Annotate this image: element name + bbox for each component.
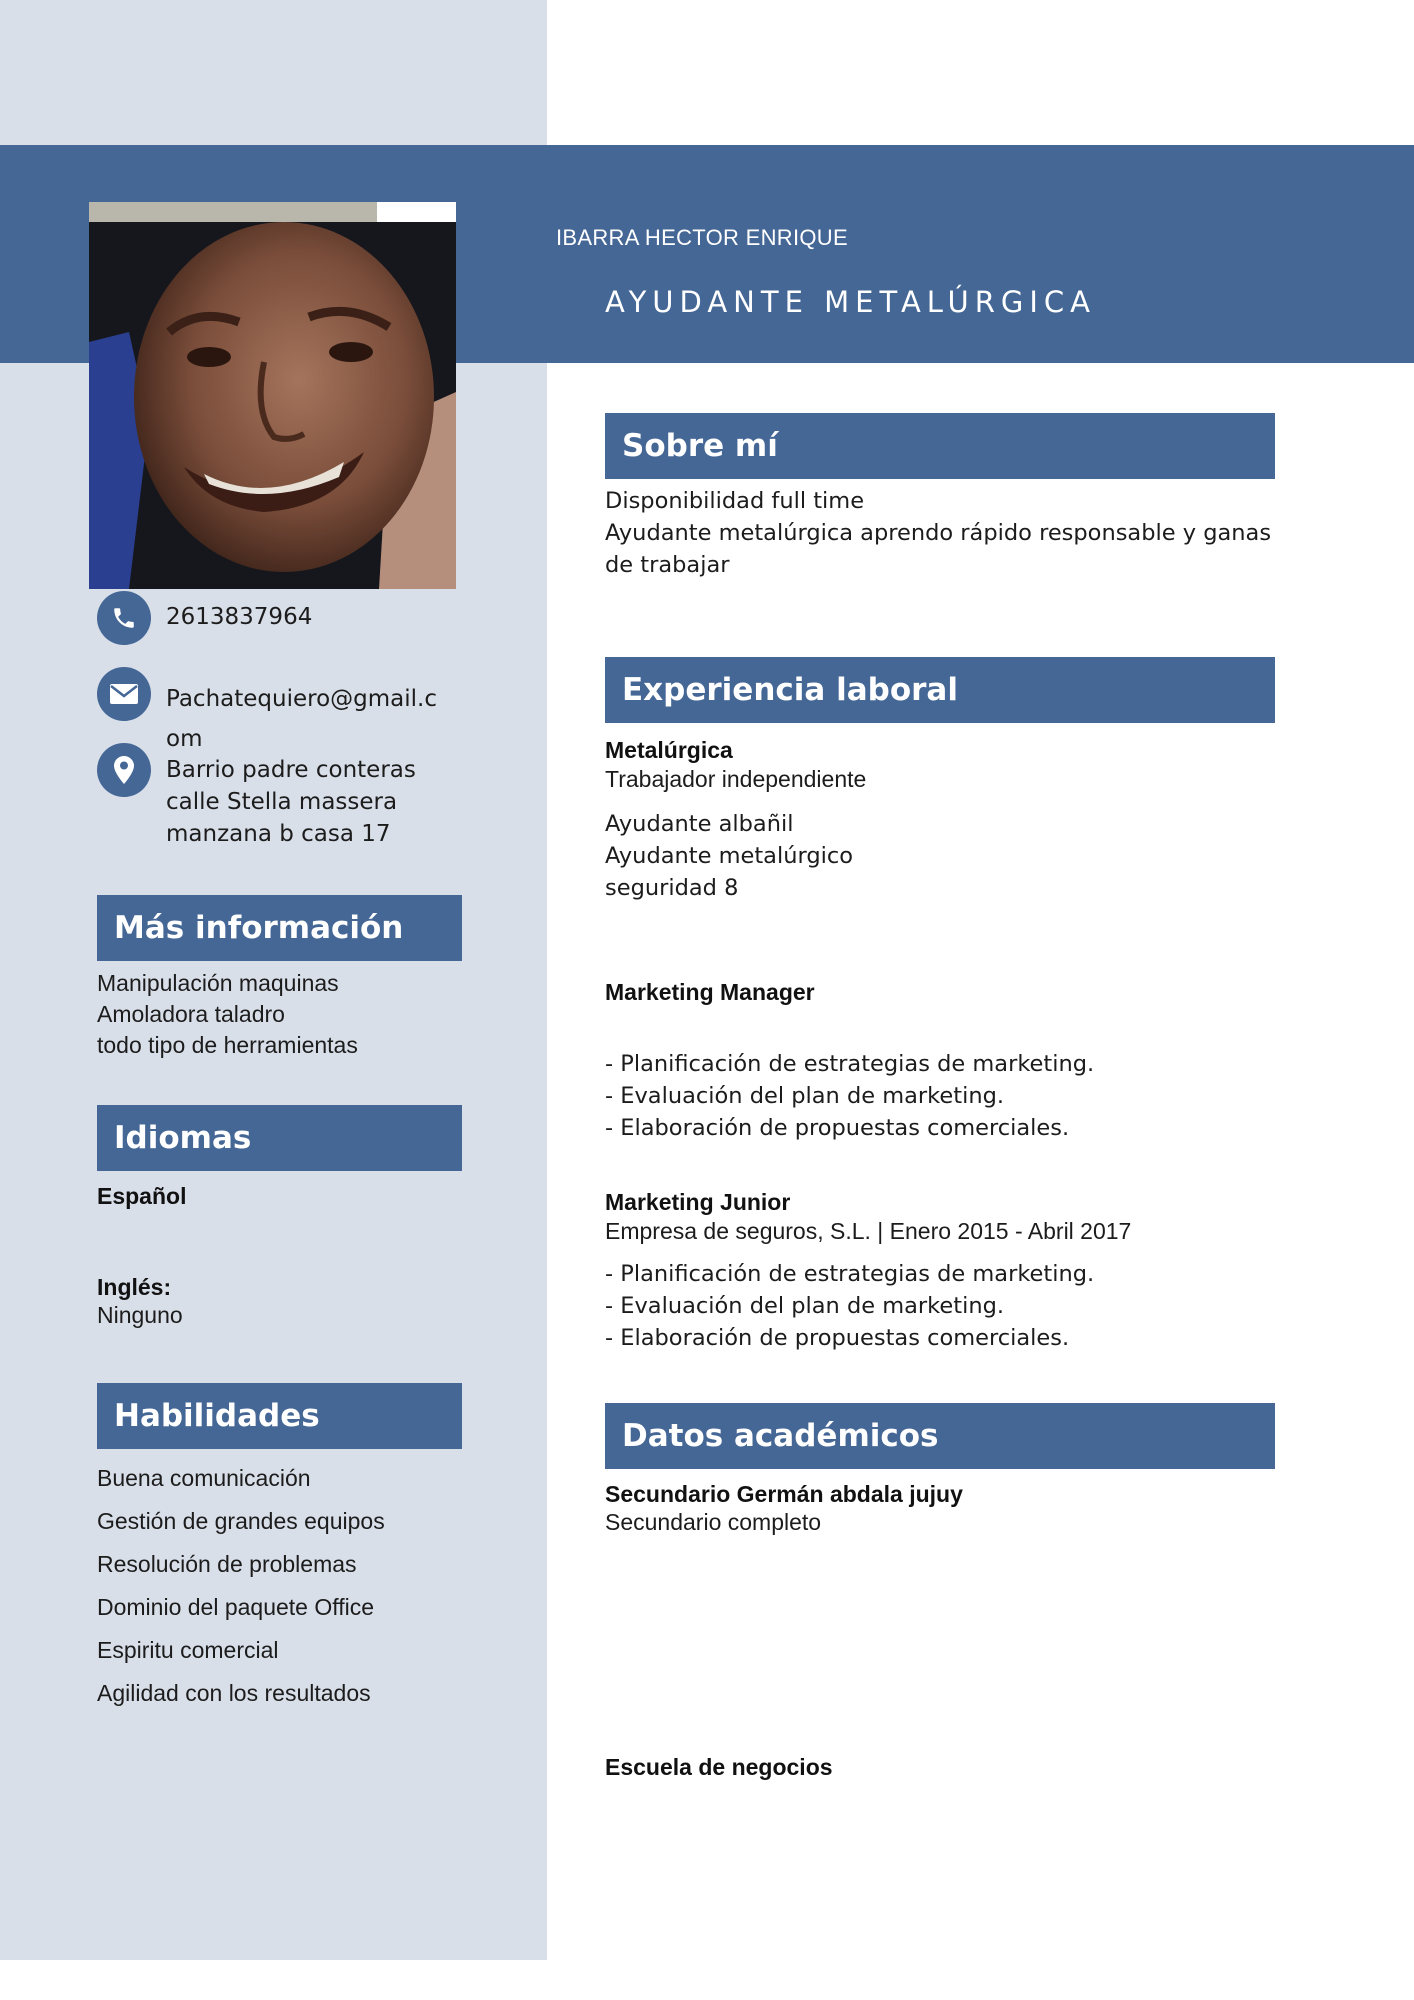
language-name: Inglés: — [97, 1274, 172, 1300]
email-line: Pachatequiero@gmail.c — [166, 686, 437, 712]
section-heading-idiomas: Idiomas — [97, 1105, 462, 1171]
job-description — [605, 1258, 1094, 1354]
mas-informacion-text — [97, 968, 358, 1061]
location-pin-icon — [113, 755, 135, 785]
about-line: Disponibilidad full time — [605, 488, 865, 514]
job-line: seguridad 8 — [605, 875, 739, 901]
job-line: - Planificación de estrategias de marketing. — [605, 1261, 1095, 1287]
job-title: Metalúrgica — [605, 737, 733, 763]
job-line: - Evaluación del plan de marketing. — [605, 1293, 1005, 1319]
skill-item: Buena comunicación — [97, 1465, 311, 1491]
job-subtitle: Trabajador independiente — [605, 766, 867, 792]
skills-list — [97, 1462, 385, 1720]
section-heading-sobre-mi: Sobre mí — [605, 413, 1275, 479]
phone-number: 2613837964 — [166, 604, 313, 630]
email-address — [166, 679, 437, 759]
language-name: Español — [97, 1183, 187, 1209]
profile-photo — [89, 202, 456, 589]
skill-item: Agilidad con los resultados — [97, 1680, 371, 1706]
phone-icon-badge — [97, 591, 151, 645]
address-line: manzana b casa 17 — [166, 821, 391, 847]
school-subtitle: Secundario completo — [605, 1509, 822, 1535]
skill-item: Dominio del paquete Office — [97, 1594, 375, 1620]
skill-item: Gestión de grandes equipos — [97, 1508, 385, 1534]
address-line: Barrio padre conteras — [166, 757, 416, 783]
sobre-mi-text — [605, 485, 1271, 581]
mail-icon-badge — [97, 667, 151, 721]
section-heading-habilidades: Habilidades — [97, 1383, 462, 1449]
section-heading-mas-informacion: Más información — [97, 895, 462, 961]
job-title: Marketing Manager — [605, 979, 815, 1005]
info-line: Amoladora taladro — [97, 1001, 285, 1027]
job-title: Marketing Junior — [605, 1189, 791, 1215]
section-heading-experiencia: Experiencia laboral — [605, 657, 1275, 723]
phone-icon — [111, 605, 137, 631]
job-line: - Elaboración de propuestas comerciales. — [605, 1325, 1070, 1351]
portrait-illustration — [89, 222, 456, 589]
job-line: Ayudante albañil — [605, 811, 794, 837]
job-description — [605, 1048, 1094, 1144]
language-level: Ninguno — [97, 1302, 183, 1328]
school-title: Escuela de negocios — [605, 1754, 833, 1780]
job-line: - Elaboración de propuestas comerciales. — [605, 1115, 1070, 1141]
info-line: Manipulación maquinas — [97, 970, 339, 996]
job-description — [605, 808, 853, 904]
section-heading-academicos: Datos académicos — [605, 1403, 1275, 1469]
location-icon-badge — [97, 743, 151, 797]
mail-icon — [109, 683, 139, 705]
job-line: Ayudante metalúrgico — [605, 843, 853, 869]
school-title: Secundario Germán abdala jujuy — [605, 1481, 963, 1507]
about-line: de trabajar — [605, 552, 730, 578]
job-subtitle: Empresa de seguros, S.L. | Enero 2015 - Abril 2017 — [605, 1218, 1132, 1244]
postal-address — [166, 754, 416, 850]
skill-item: Resolución de problemas — [97, 1551, 357, 1577]
info-line: todo tipo de herramientas — [97, 1032, 358, 1058]
address-line: calle Stella massera — [166, 789, 398, 815]
job-line: - Evaluación del plan de marketing. — [605, 1083, 1005, 1109]
about-line: Ayudante metalúrgica aprendo rápido responsable y ganas — [605, 520, 1272, 546]
skill-item: Espiritu comercial — [97, 1637, 279, 1663]
person-name: IBARRA HECTOR ENRIQUE — [556, 225, 848, 250]
job-role-title: AYUDANTE METALÚRGICA — [605, 285, 1096, 319]
job-line: - Planificación de estrategias de marketing. — [605, 1051, 1095, 1077]
email-line: om — [166, 726, 203, 752]
